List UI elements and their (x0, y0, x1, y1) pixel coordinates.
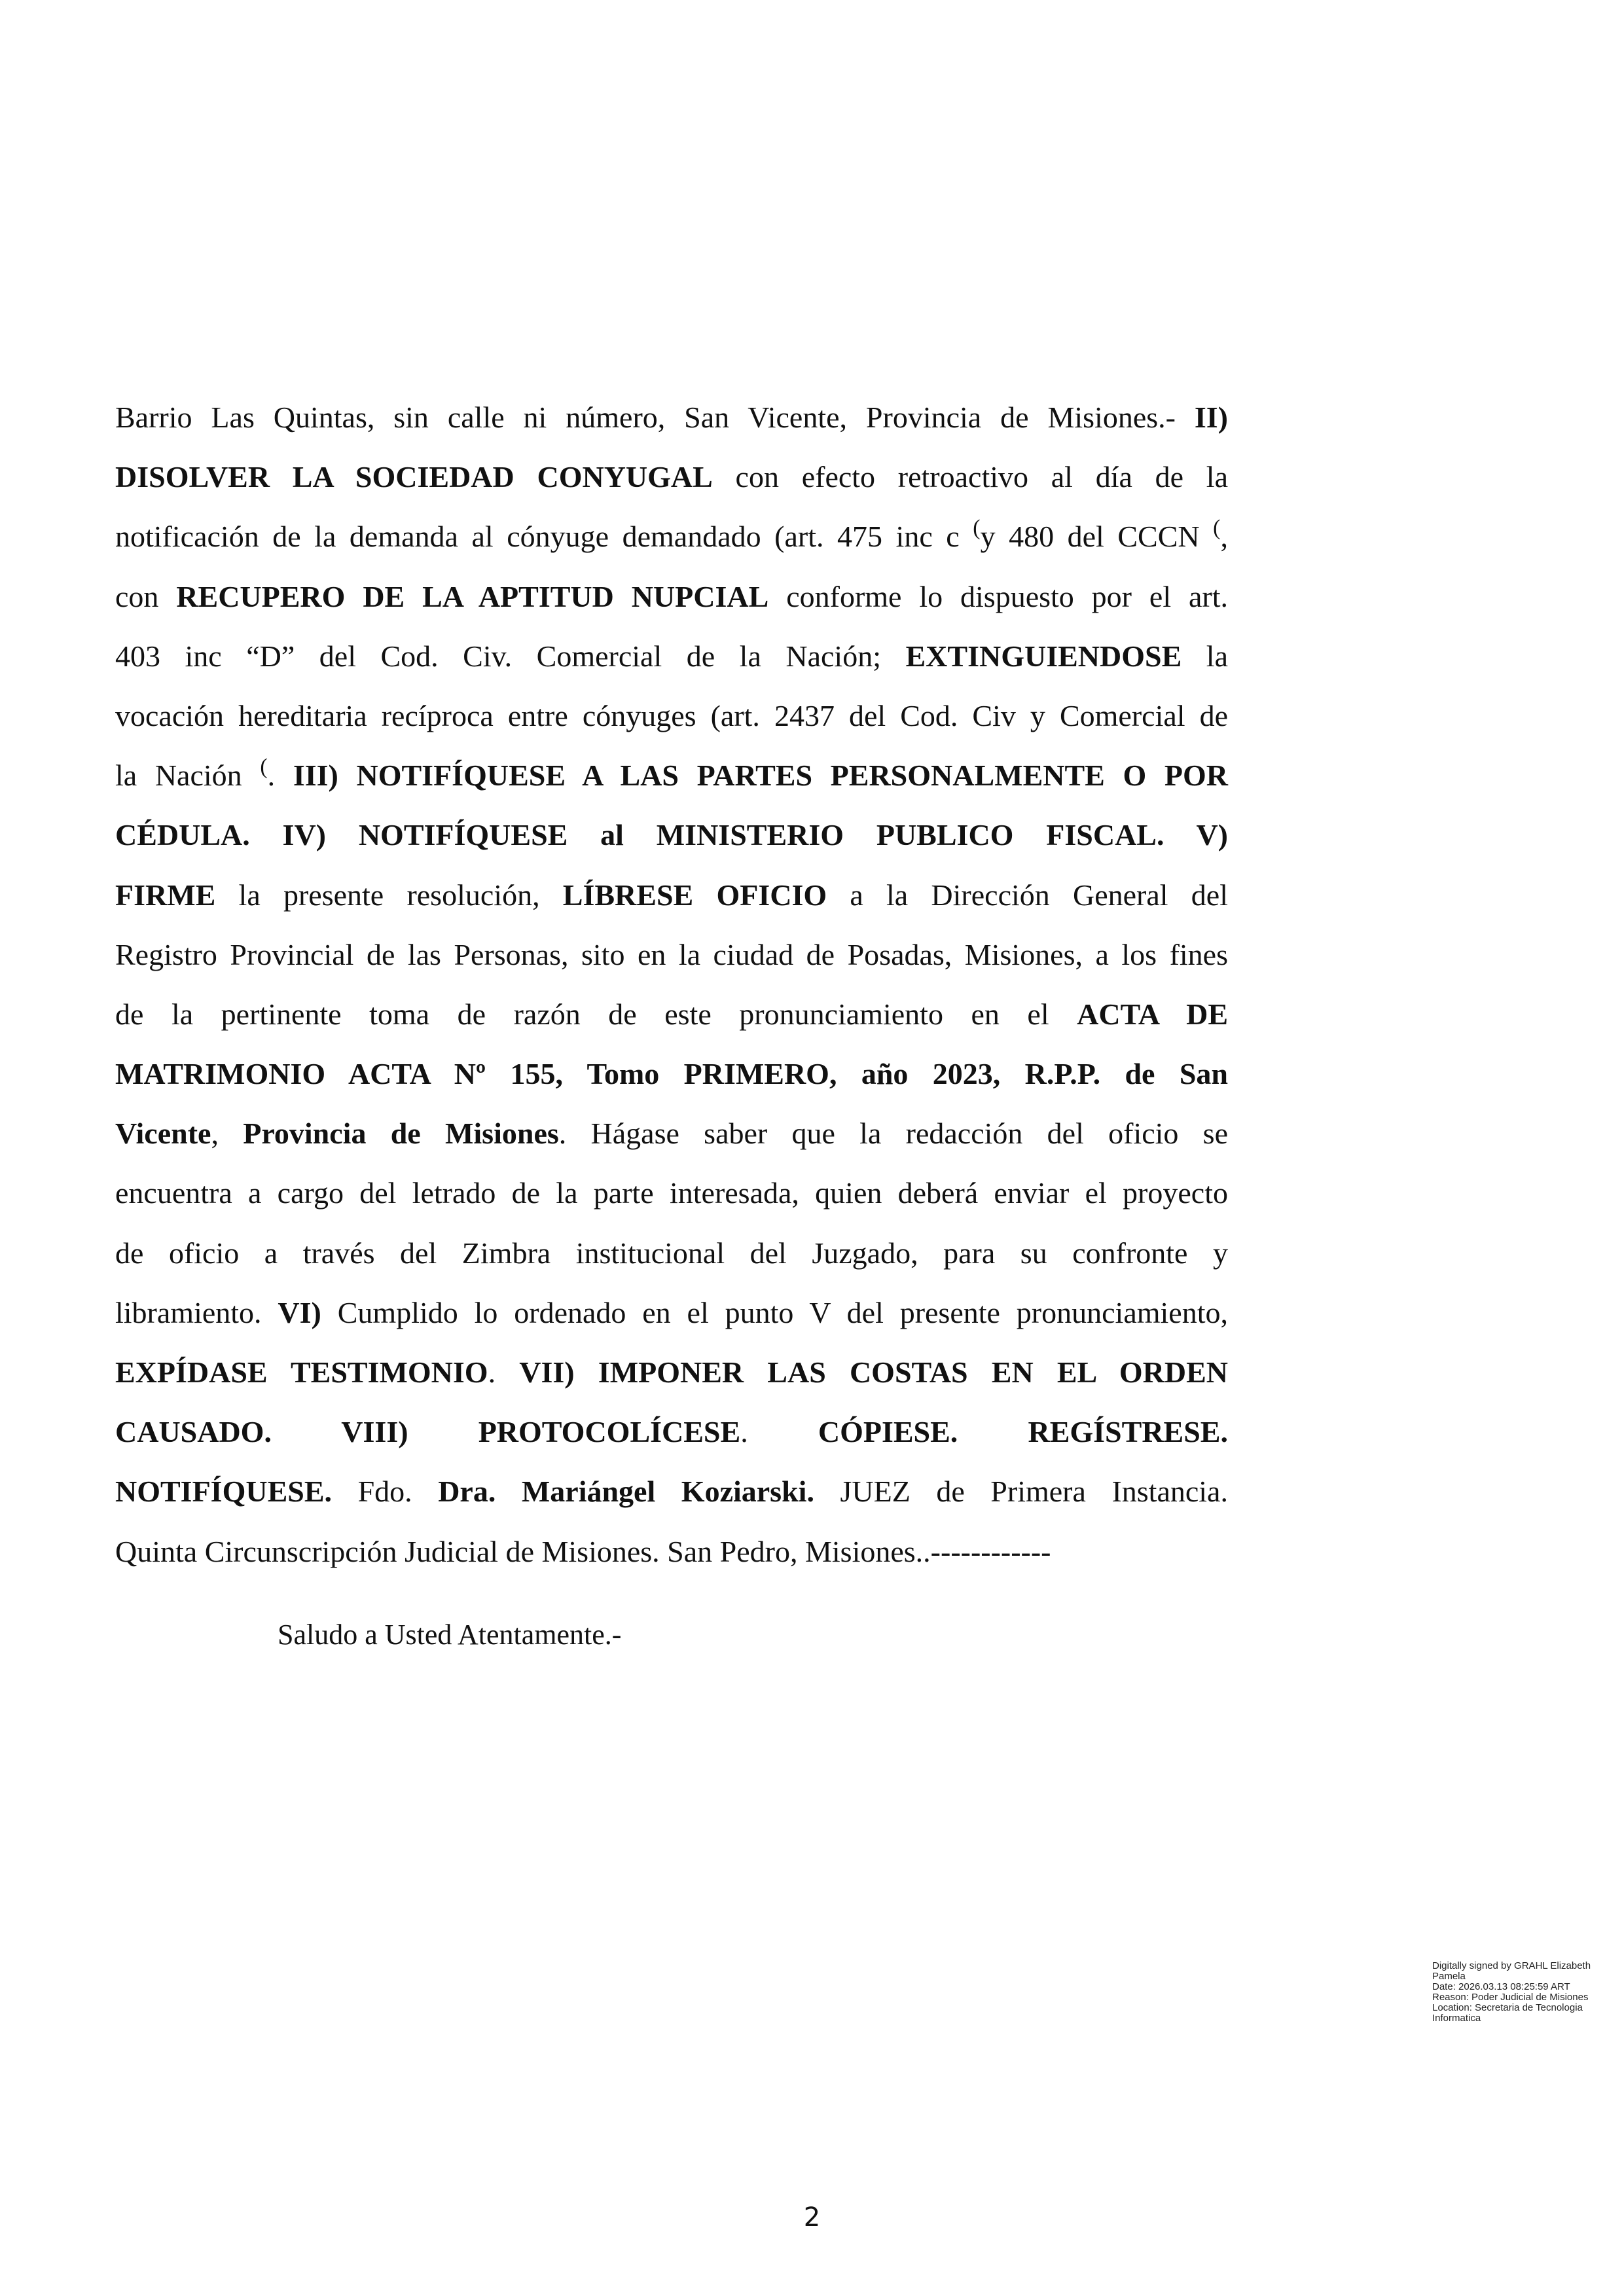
bold-text-run: CÓPIESE. REGÍSTRESE. (818, 1415, 1228, 1449)
text-run: . (267, 759, 293, 793)
text-run: encuentra a cargo del letrado de la parte interesada, quien deberá enviar el proyecto (115, 1176, 1228, 1210)
bold-text-run: VI) (278, 1295, 321, 1329)
text-run: , (1220, 520, 1228, 554)
bold-text-run: ACTA DE (1077, 997, 1228, 1031)
digital-signature-stamp (1432, 1961, 1615, 2024)
text-line (115, 805, 1228, 865)
bold-text-run: Vicente (115, 1117, 211, 1151)
text-run: de la pertinente toma de razón de este pronunciamiento en el (115, 997, 1077, 1031)
text-run: de oficio a través del Zimbra institucional del Juzgado, para su confronte y (115, 1236, 1228, 1270)
text-line (115, 984, 1228, 1044)
bold-text-run: III) NOTIFÍQUESE A LAS PARTES PERSONALMENTE O POR (293, 759, 1229, 793)
text-run: conforme lo dispuesto por el art. (768, 579, 1228, 613)
text-run: libramiento. (115, 1295, 278, 1329)
raised-mark: ( (260, 755, 268, 780)
text-run: JUEZ de Primera Instancia. (814, 1475, 1228, 1509)
text-run: Registro Provincial de las Personas, sito en la ciudad de Posadas, Misiones, a los fines (115, 937, 1228, 971)
signature-line: Pamela (1432, 1971, 1466, 1982)
raised-mark: ( (973, 516, 981, 541)
bold-text-run: NOTIFÍQUESE. (115, 1475, 333, 1509)
text-line (115, 1103, 1228, 1163)
text-line (115, 1402, 1228, 1462)
text-line (115, 1283, 1228, 1342)
text-line (115, 865, 1228, 925)
text-run: . Hágase saber que la redacción del oficio se (558, 1117, 1229, 1151)
resolution-text (115, 387, 1228, 1581)
text-run: la presente resolución, (215, 878, 563, 912)
bold-text-run: EXPÍDASE TESTIMONIO (115, 1355, 488, 1389)
bold-text-run: Provincia de Misiones (243, 1117, 559, 1151)
text-line (115, 507, 1228, 566)
signature-line: Reason: Poder Judicial de Misiones (1432, 1992, 1589, 2003)
text-line (115, 925, 1228, 984)
signature-line: Digitally signed by GRAHL Elizabeth (1432, 1960, 1591, 1971)
text-line (115, 1462, 1228, 1521)
text-run: Barrio Las Quintas, sin calle ni número, San Vicente, Provincia de Misiones.- (115, 401, 1195, 434)
text-run: . (740, 1415, 818, 1449)
text-line (115, 567, 1228, 626)
text-run: la Nación (115, 759, 261, 793)
text-run: notificación de la demanda al cónyuge demandado (art. 475 inc c (115, 520, 973, 554)
text-run: Quinta Circunscripción Judicial de Misiones. San Pedro, Misiones..------------ (115, 1534, 1051, 1568)
bold-text-run: II) (1194, 401, 1228, 434)
text-run: Cumplido lo ordenado en el punto V del presente pronunciamiento, (321, 1295, 1229, 1329)
page-number: 2 (803, 2202, 821, 2233)
bold-text-run: Dra. Mariángel Koziarski. (438, 1475, 814, 1509)
text-run: con efecto retroactivo al día de la (712, 460, 1228, 494)
text-line (115, 387, 1228, 447)
bold-text-run: LÍBRESE OFICIO (562, 878, 827, 912)
text-run: a la Dirección General del (827, 878, 1228, 912)
text-run: con (115, 579, 177, 613)
signature-line: Informatica (1432, 2013, 1481, 2024)
text-line (115, 686, 1228, 745)
text-run: y 480 del CCCN (980, 520, 1214, 554)
text-line (115, 447, 1228, 507)
text-run: . (488, 1355, 520, 1389)
text-line (115, 745, 1228, 805)
bold-text-run: FIRME (115, 878, 216, 912)
bold-text-run: DISOLVER LA SOCIEDAD CONYUGAL (115, 460, 713, 494)
text-run: , (211, 1117, 244, 1151)
signature-line: Date: 2026.03.13 08:25:59 ART (1432, 1981, 1570, 1992)
text-line (115, 1342, 1228, 1402)
closing-salutation: Saludo a Usted Atentamente.- (278, 1619, 622, 1651)
text-line (115, 1522, 1228, 1581)
bold-text-run: CAUSADO. VIII) PROTOCOLÍCESE (115, 1415, 741, 1449)
raised-mark: ( (1213, 516, 1221, 541)
text-line (115, 1044, 1228, 1103)
text-line (115, 626, 1228, 686)
bold-text-run: EXTINGUIENDOSE (905, 639, 1182, 673)
text-run: vocación hereditaria recíproca entre cónyuges (art. 2437 del Cod. Civ y Comercial de (115, 698, 1228, 732)
text-run: Fdo. (332, 1475, 439, 1509)
text-run: 403 inc “D” del Cod. Civ. Comercial de la Nación; (115, 639, 906, 673)
text-run: la (1182, 639, 1228, 673)
bold-text-run: RECUPERO DE LA APTITUD NUPCIAL (176, 579, 769, 613)
signature-line: Location: Secretaria de Tecnologia (1432, 2002, 1583, 2013)
text-line (115, 1223, 1228, 1283)
bold-text-run: MATRIMONIO ACTA Nº 155, Tomo PRIMERO, año 2023, R.P.P. de San (115, 1057, 1228, 1091)
bold-text-run: VII) IMPONER LAS COSTAS EN EL ORDEN (519, 1355, 1229, 1389)
bold-text-run: CÉDULA. IV) NOTIFÍQUESE al MINISTERIO PUBLICO FISCAL. V) (115, 818, 1228, 852)
text-line (115, 1163, 1228, 1223)
